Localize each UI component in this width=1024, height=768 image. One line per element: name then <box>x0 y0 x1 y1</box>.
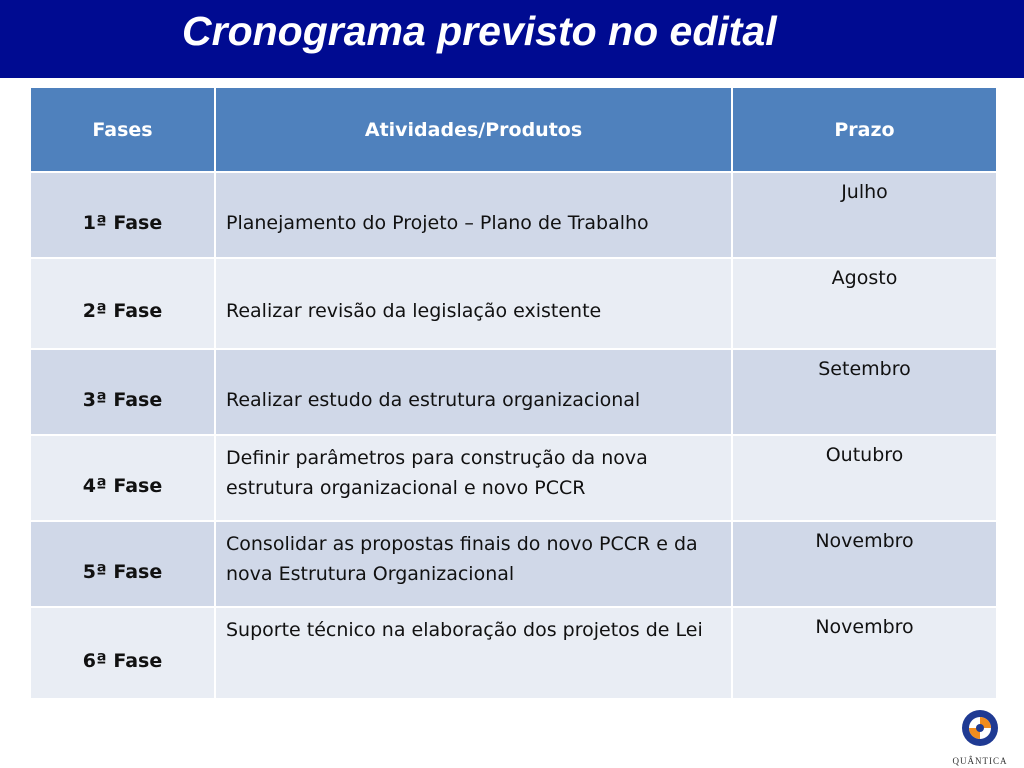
phase-cell: 5ª Fase <box>30 521 215 607</box>
phase-cell: 2ª Fase <box>30 258 215 349</box>
deadline-cell: Julho <box>732 172 997 258</box>
logo-text: QUÂNTICA <box>952 756 1008 766</box>
activity-cell: Definir parâmetros para construção da nova estrutura organizacional e novo PCCR <box>215 435 732 521</box>
activity-cell: Realizar revisão da legislação existente <box>215 258 732 349</box>
quantica-logo <box>948 708 1012 766</box>
table-row <box>30 607 997 699</box>
activity-cell: Planejamento do Projeto – Plano de Trabalho <box>215 172 732 258</box>
table-row <box>30 521 997 607</box>
table-row <box>30 349 997 435</box>
deadline-cell: Novembro <box>732 607 997 699</box>
table-row <box>30 258 997 349</box>
table-row <box>30 435 997 521</box>
activity-cell: Suporte técnico na elaboração dos projetos de Lei <box>215 607 732 699</box>
schedule-table <box>29 86 998 700</box>
header-phases: Fases <box>30 87 215 172</box>
activity-cell: Realizar estudo da estrutura organizacional <box>215 349 732 435</box>
header-activities: Atividades/Produtos <box>215 87 732 172</box>
phase-cell: 4ª Fase <box>30 435 215 521</box>
header-deadline: Prazo <box>732 87 997 172</box>
deadline-cell: Agosto <box>732 258 997 349</box>
phase-cell: 3ª Fase <box>30 349 215 435</box>
activity-cell: Consolidar as propostas finais do novo PCCR e da nova Estrutura Organizacional <box>215 521 732 607</box>
phase-cell: 1ª Fase <box>30 172 215 258</box>
table-header-row <box>30 87 997 172</box>
phase-cell: 6ª Fase <box>30 607 215 699</box>
page-title: Cronograma previsto no edital <box>182 8 777 54</box>
quantica-logo-icon <box>948 708 1012 756</box>
deadline-cell: Novembro <box>732 521 997 607</box>
table-row <box>30 172 997 258</box>
deadline-cell: Setembro <box>732 349 997 435</box>
deadline-cell: Outubro <box>732 435 997 521</box>
title-bar <box>0 0 1024 78</box>
